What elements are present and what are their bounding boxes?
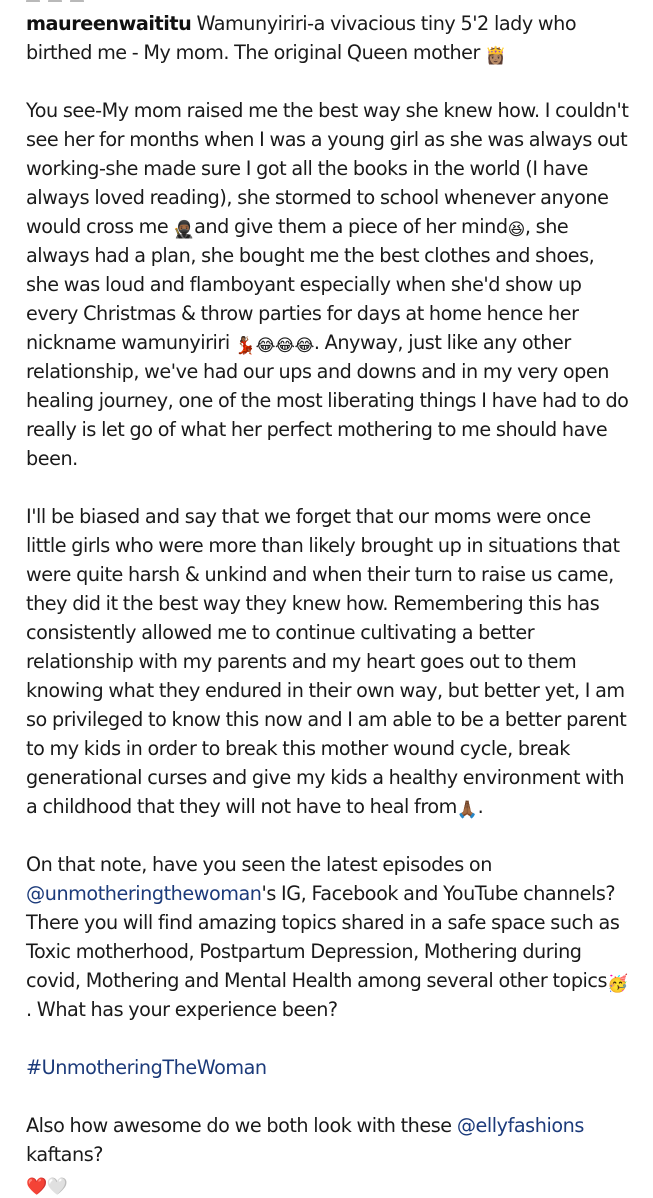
caption-paragraph-3 <box>26 850 631 1024</box>
paragraph-text: I'll be biased and say that we forget that our moms were once little girls who were more than likely brought up in situations that were quite harsh & unkind and when their turn to raise us came, they did it the best way they knew how. Remembering this has consistently allowed me to continue cultivating a better relationship with my parents and my heart goes out to them knowing what they endured in their own way, but better yet, I am so privileged to know this now and I am able to be a better parent to my kids in order to break this mother wound cycle, break generational curses and give my kids a healthy environment with a childhood that they will not have to heal from <box>26 505 627 818</box>
partial-action-icons <box>26 0 106 2</box>
paragraph-text: 's IG, Facebook and YouTube channels? There you will find amazing topics shared in a safe space such as Toxic motherhood, Postpartum Depression, Mothering during covid, Mothering and Mental Health among several other topics <box>26 882 620 992</box>
paragraph-text: . What has your experience been? <box>26 998 338 1021</box>
story-dot-icon <box>48 0 62 2</box>
caption-hashtag-line <box>26 1053 631 1082</box>
party-face-emoji-icon: 🥳 <box>607 974 628 994</box>
paragraph-text: . Anyway, just like any other relationship, we've had our ups and downs and in my very open healing journey, one of the most liberating things I have had to do really is let go of what her perfect mothering to me should have been. <box>26 331 629 470</box>
dancer-laughing-emoji-icon: 💃🏾😂😂😂 <box>234 336 314 356</box>
paragraph-text: and give them a piece of her mind <box>194 215 508 238</box>
mention-ellyfashions[interactable]: @ellyfashions <box>456 1114 584 1137</box>
story-dot-icon <box>26 0 40 2</box>
caption-paragraph-4 <box>26 1111 631 1198</box>
caption-paragraph-2 <box>26 502 631 821</box>
paragraph-text: , she always had a plan, she bought me the best clothes and shoes, she was loud and flamboyant especially when she'd show up every Christmas & throw parties for days at home hence her nickname wamunyiriri <box>26 215 595 354</box>
username-link[interactable]: maureenwaititu <box>26 12 192 35</box>
intro-text: Wamunyiriri-a vivacious tiny 5'2 lady who birthed me - My mom. The original Queen mother <box>26 12 577 64</box>
paragraph-text: On that note, have you seen the latest episodes on <box>26 853 492 876</box>
caption-paragraph-1 <box>26 96 631 473</box>
praying-hands-emoji-icon: 🙏🏾 <box>456 800 478 820</box>
paragraph-text: kaftans? <box>26 1143 103 1166</box>
paragraph-text: . <box>477 795 484 818</box>
laughing-emoji-icon: 😆 <box>507 220 525 240</box>
mention-unmotheringthewoman[interactable]: @unmotheringthewoman <box>26 882 262 905</box>
paragraph-text: Also how awesome do we both look with these <box>26 1114 457 1137</box>
story-dot-icon <box>70 0 84 2</box>
post-caption <box>26 9 631 1198</box>
paragraph-text: You see-My mom raised me the best way she knew how. I couldn't see her for months when I was a young girl as she was always out working-she made sure I got all the books in the world (I have always loved reading), she stormed to school whenever anyone would cross me <box>26 99 629 238</box>
queen-emoji-icon: 👸🏽 <box>485 46 506 66</box>
hearts-emoji-icon: ❤️🤍 <box>26 1177 68 1197</box>
caption-intro <box>26 9 631 67</box>
ninja-emoji-icon: 🥷🏾 <box>173 220 195 240</box>
hashtag-unmotheringthewoman[interactable]: #UnmotheringTheWoman <box>26 1056 267 1079</box>
